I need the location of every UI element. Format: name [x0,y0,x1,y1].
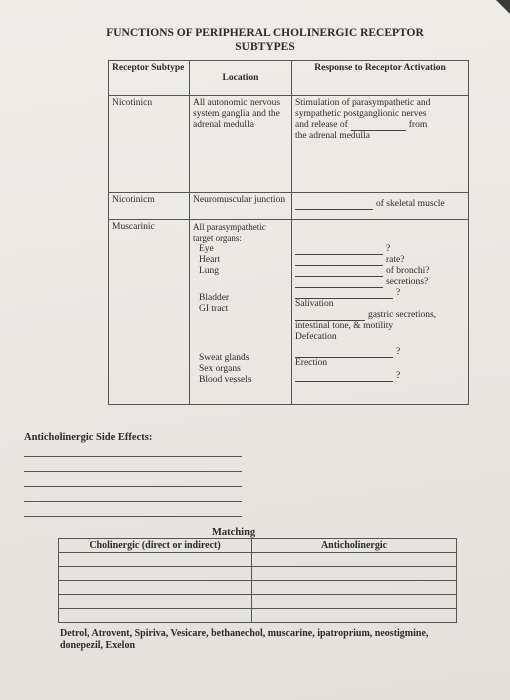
side-effects-title: Anticholinergic Side Effects: [24,432,153,443]
receptor-row-nicotinic-m [109,193,469,220]
matching-cell[interactable] [252,567,457,581]
answer-blank[interactable] [295,256,383,266]
matching-row [59,567,457,581]
organ-item: Eye [199,244,214,254]
matching-cell[interactable] [252,581,457,595]
response-text: rate? [386,255,405,265]
response-text: ? [396,371,401,381]
matching-cell[interactable] [59,553,252,567]
matching-cell[interactable] [59,581,252,595]
response-text: of skeletal muscle [376,199,445,209]
organs-intro: All parasympathetic target organs: [193,222,266,243]
matching-col-anticholinergic: Anticholinergic [252,539,457,553]
response-text: ? [396,288,401,298]
page-title [100,26,430,54]
matching-cell[interactable] [252,595,457,609]
answer-blank[interactable] [295,289,393,299]
header-location: Location [190,61,292,96]
response-cell [292,96,469,193]
organ-item: Bladder [199,293,230,303]
response-blank-line [295,120,465,131]
response-text: from [408,120,428,130]
side-effects-answer-line[interactable] [24,516,242,517]
matching-col-cholinergic: Cholinergic (direct or indirect) [59,539,252,553]
organ-item: GI tract [199,304,229,314]
response-text: Salivation [295,299,334,309]
location-cell [190,220,292,405]
response-text: intestinal tone, & motility [295,321,394,331]
answer-blank[interactable] [295,245,383,255]
answer-blank[interactable] [295,267,383,277]
response-text: ? [396,347,401,357]
subtype-cell: Nicotinicm [109,193,190,220]
response-text: Stimulation of parasympathetic and sympathetic postganglionic nerves [295,98,431,119]
answer-blank[interactable] [295,348,393,358]
subtype-cell: Muscarinic [109,220,190,405]
answer-blank[interactable] [295,278,383,288]
response-text: the adrenal medulla [295,131,370,141]
receptor-header-row [109,61,469,96]
organ-item: Sex organs [199,364,241,374]
matching-header-row [59,539,457,553]
drug-list: Detrol, Atrovent, Spiriva, Vesicare, bethanechol, muscarine, ipatroprium, neostigmine, donepezil, Exelon [60,628,429,651]
matching-cell[interactable] [59,609,252,623]
matching-row [59,581,457,595]
organ-item: Heart [199,255,221,265]
location-cell: All autonomic nervous system ganglia and the adrenal medulla [190,96,292,193]
response-text: of bronchi? [386,266,430,276]
answer-blank[interactable] [351,121,406,131]
side-effects-answer-line[interactable] [24,501,242,502]
response-cell [292,220,469,405]
answer-blank[interactable] [295,200,373,210]
matching-table [58,538,457,623]
matching-title: Matching [212,527,256,538]
response-cell [292,193,469,220]
response-text: ? [386,244,391,254]
response-text: gastric secretions, [368,310,437,320]
page-corner [496,0,510,14]
answer-blank[interactable] [295,311,365,321]
matching-cell[interactable] [59,595,252,609]
location-cell: Neuromuscular junction [190,193,292,220]
title-line-2: SUBTYPES [235,41,295,53]
receptor-row-muscarinic [109,220,469,405]
receptor-table [108,60,469,405]
matching-cell[interactable] [252,609,457,623]
organ-item: Blood vessels [199,375,252,385]
response-text: and release of [295,120,348,130]
matching-cell[interactable] [59,567,252,581]
organ-item: Lung [199,266,220,276]
matching-row [59,553,457,567]
response-text: Erection [295,358,328,368]
receptor-row-nicotinic-n [109,96,469,193]
response-text: secretions? [386,277,429,287]
side-effects-answer-line[interactable] [24,456,242,457]
side-effects-answer-line[interactable] [24,471,242,472]
header-response: Response to Receptor Activation [292,61,469,96]
response-text: Defecation [295,332,337,342]
organ-item: Sweat glands [199,353,250,363]
answer-blank[interactable] [295,372,393,382]
matching-row [59,595,457,609]
organ-list [193,244,288,386]
matching-cell[interactable] [252,553,457,567]
title-line-1: FUNCTIONS OF PERIPHERAL CHOLINERGIC RECEPTOR [106,27,424,39]
side-effects-answer-line[interactable] [24,486,242,487]
matching-row [59,609,457,623]
subtype-cell: Nicotinicn [109,96,190,193]
header-subtype: Receptor Subtype [109,61,190,96]
